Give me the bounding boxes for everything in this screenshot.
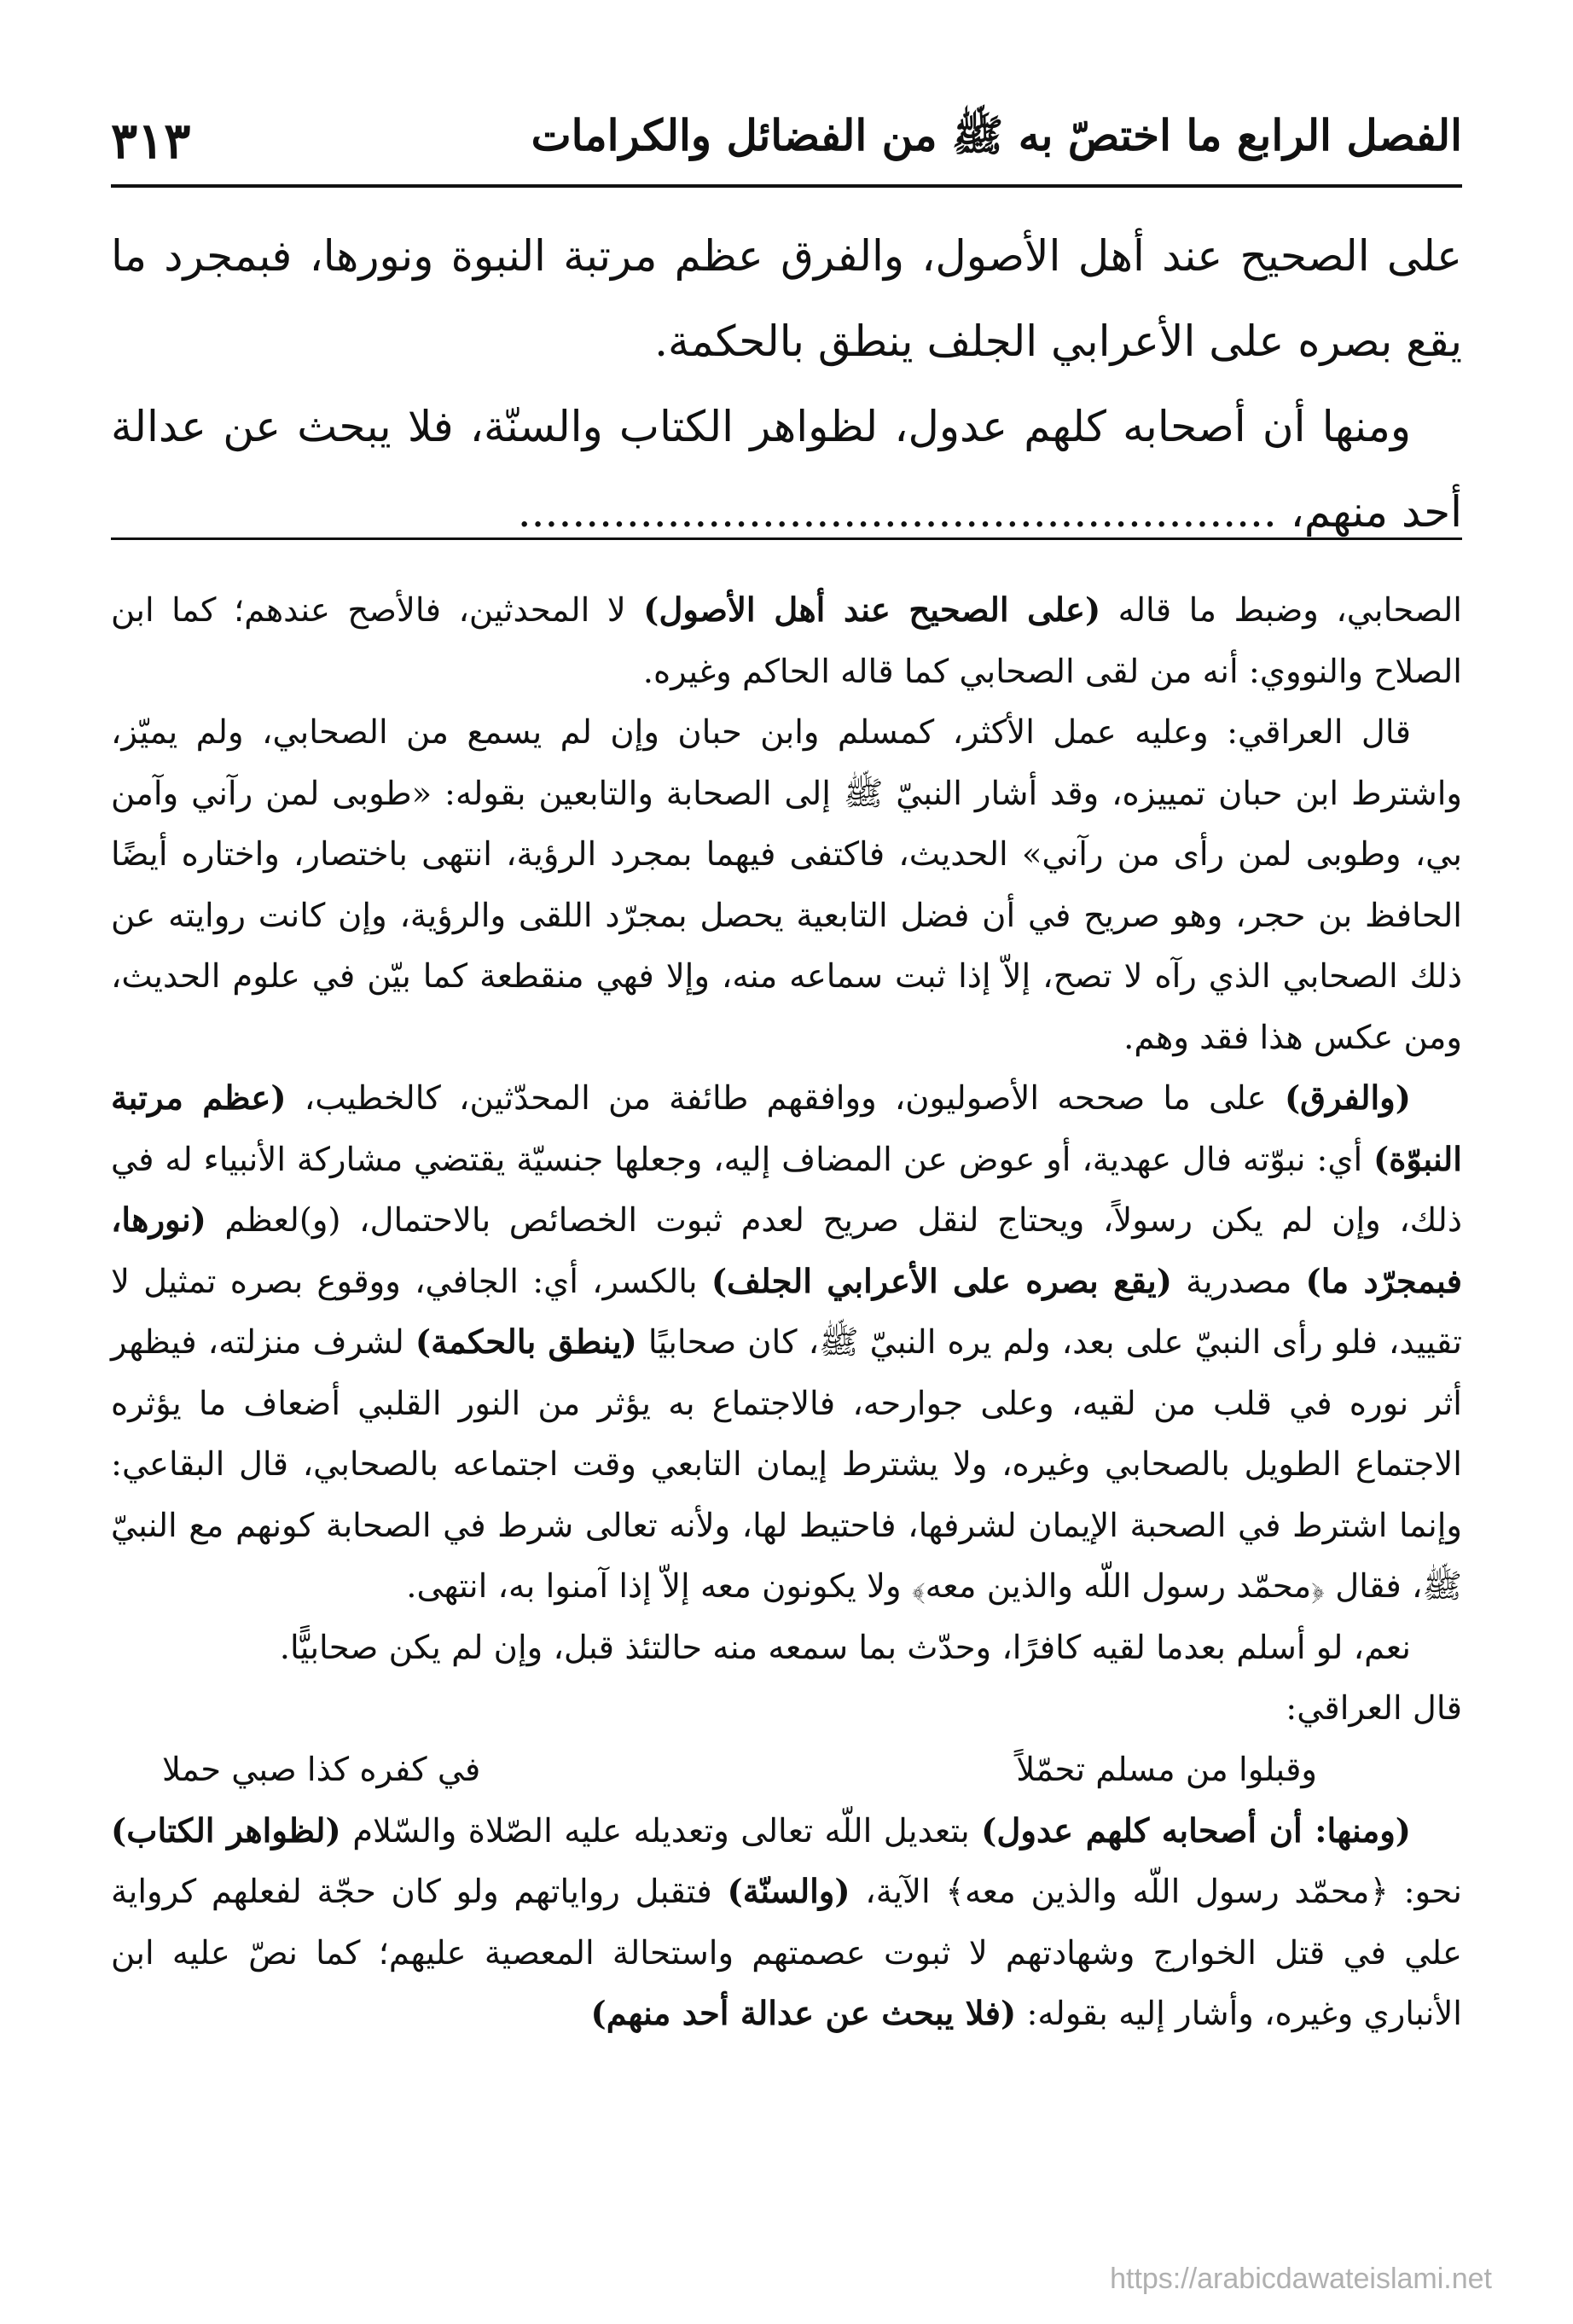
- commentary-paragraph-5: قال العراقي:: [1286, 1689, 1462, 1728]
- page-number: ٣١٣: [111, 112, 191, 170]
- quoted-matn: (والفرق): [1284, 1079, 1411, 1118]
- quoted-matn: (ينطق بالحكمة): [415, 1323, 637, 1362]
- quoted-matn: (فلا يبحث عن عدالة أحد منهم): [590, 1995, 1017, 2033]
- commentary: [111, 580, 1462, 2045]
- commentary-text: بالكسر، أي: الجافي، ووقوع بصره تمثيل لا تقييد، فلو رأى النبيّ على بعد، ولم يره النبيّ ﷺ، كان صحابيًا: [111, 1262, 1462, 1362]
- commentary-text: بتعديل اللّه تعالى وتعديله عليه الصّلاة والسّلام: [340, 1811, 982, 1850]
- quoted-matn: (ومنها: أن أصحابه كلهم عدول): [981, 1811, 1412, 1850]
- commentary-text: على ما صححه الأصوليون، ووافقهم طائفة من المحدّثين، كالخطيب،: [286, 1079, 1285, 1118]
- commentary-paragraph-1: [111, 580, 1462, 702]
- main-text: [111, 213, 1462, 555]
- quoted-matn: (لظواهر الكتاب): [111, 1811, 341, 1850]
- commentary-paragraph-2: قال العراقي: وعليه عمل الأكثر، كمسلم وابن حبان وإن لم يسمع من الصحابي، ولم يميّز، واشترط ابن حبان تمييزه، وقد أشار النبيّ ﷺ إلى الصحابة والتابعين بقوله: «طوبى لمن رآني وآمن بي، وطوبى لمن رأى من رآني» الحديث، فاكتفى فيهما بمجرد الرؤية، انتهى باختصار، واختاره أيضًا الحافظ بن حجر، وهو صريح في أن فضل التابعية يحصل بمجرّد اللقى والرؤية، وإن كانت روايته عن ذلك الصحابي الذي رآه لا تصح، إلاّ إذا ثبت سماعه منه، وإلا فهي منقطعة كما بيّن في علوم الحديث، ومن عكس هذا فقد وهم.: [111, 713, 1462, 1057]
- continuation-dots: ........................................................: [517, 487, 1277, 537]
- page-header: [111, 102, 1462, 179]
- header-divider: [111, 184, 1462, 188]
- verse-first-hemistich: وقبلوا من مسلم تحمّلاً: [1016, 1750, 1317, 1789]
- commentary-text: مصدرية: [1171, 1262, 1306, 1301]
- main-paragraph-2: [111, 384, 1462, 555]
- commentary-text: فتقبل رواياتهم ولو كان حجّة لفعلهم كرواية علي في قتل الخوارج وشهادتهم لا ثبوت عصمتهم واستحالة المعصية عليهم؛ كما نصّ عليه ابن الأنباري وغيره، وأشار إليه بقوله:: [111, 1873, 1462, 2033]
- commentary-paragraph-6: [111, 1801, 1462, 2045]
- quoted-matn: (عظم مرتبة النبوّة): [111, 1079, 1462, 1179]
- website-watermark: https://arabicdawateislami.net: [1110, 2263, 1492, 2295]
- commentary-text: لشرف منزلته، فيظهر أثر نوره في قلب من لقيه، وعلى جوارحه، فالاجتماع به يؤثر من النور القلبي أضعاف ما يؤثره الاجتماع الطويل بالصحابي وغيره، ولا يشترط إيمان التابعي وقت اجتماعه بالصحابي، قال البقاعي: وإنما اشترط في الصحبة الإيمان لشرفها، فاحتيط لها، ولأنه تعالى شرط في الصحابة كونهم مع النبيّ ﷺ، فقال ﴿محمّد رسول اللّه والذين معه﴾ ولا يكونون معه إلاّ إذا آمنوا به، انتهى.: [111, 1323, 1462, 1606]
- commentary-text: أي: نبوّته فال عهدية، أو عوض عن المضاف إليه، وجعلها جنسيّة يقتضي مشاركة الأنبياء له في ذلك، وإن لم يكن رسولاً، ويحتاج لنقل صريح لعدم ثبوت الخصائص بالاحتمال، (و)لعظم: [111, 1140, 1462, 1240]
- main-paragraph-1: على الصحيح عند أهل الأصول، والفرق عظم مرتبة النبوة ونورها، فبمجرد ما يقع بصره على الأعرابي الجلف ينطق بالحكمة.: [111, 231, 1462, 366]
- quoted-matn: (والسنّة): [727, 1873, 850, 1911]
- commentary-paragraph-3: [111, 1068, 1462, 1618]
- commentary-text: لا المحدثين، فالأصح عندهم؛ كما ابن الصلاح والنووي: أنه من لقى الصحابي كما قاله الحاكم وغيره.: [111, 591, 1462, 691]
- verse-second-hemistich: في كفره كذا صبي حملا: [162, 1750, 481, 1789]
- commentary-text: نحو: ﴿محمّد رسول اللّه والذين معه﴾ الآية،: [850, 1873, 1462, 1911]
- main-paragraph-2-text: ومنها أن أصحابه كلهم عدول، لظواهر الكتاب والسنّة، فلا يبحث عن عدالة أحد منهم،: [111, 402, 1462, 537]
- commentary-paragraph-4: نعم، لو أسلم بعدما لقيه كافرًا، وحدّث بما سمعه منه حالتئذ قبل، وإن لم يكن صحابيًّا.: [279, 1628, 1411, 1667]
- commentary-text: الصحابي، وضبط ما قاله: [1100, 591, 1462, 630]
- commentary-divider: [111, 537, 1462, 540]
- quoted-matn: (نورها، فبمجرّد ما): [111, 1201, 1462, 1301]
- poetry-verse: [111, 1740, 1462, 1801]
- chapter-title: الفصل الرابع ما اختصّ به ﷺ من الفضائل والكرامات: [531, 110, 1462, 160]
- quoted-matn: (على الصحيح عند أهل الأصول): [643, 591, 1101, 630]
- quoted-matn: (يقع بصره على الأعرابي الجلف): [711, 1262, 1172, 1301]
